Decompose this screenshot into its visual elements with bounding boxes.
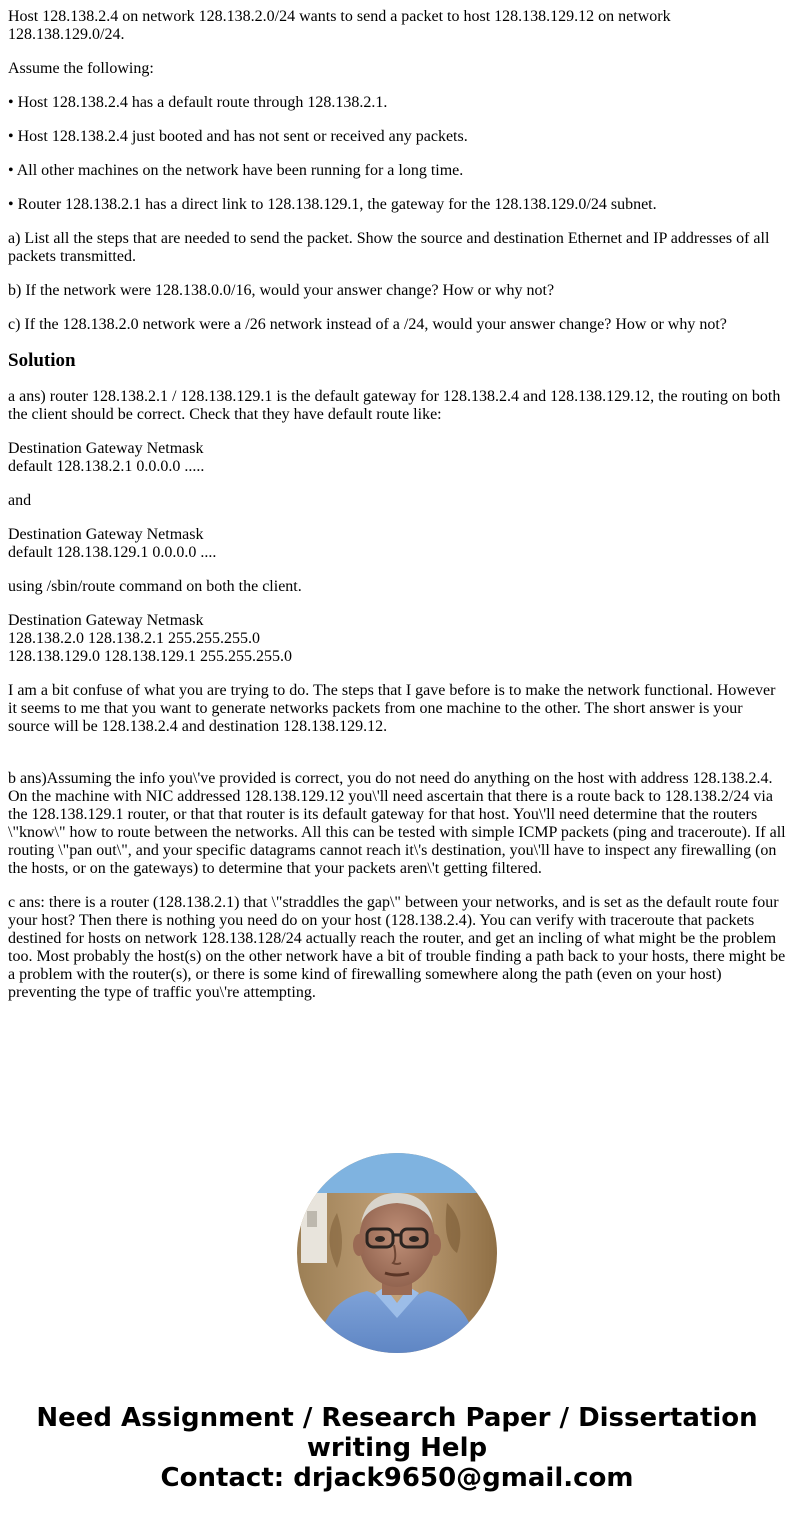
assumption-item: • All other machines on the network have been running for a long time. [8, 162, 464, 179]
assumption-item: • Router 128.138.2.1 has a direct link to 128.138.129.1, the gateway for the 128.138.129.0/24 subnet. [8, 196, 657, 213]
route-table-row: default 128.138.129.1 0.0.0.0 .... [8, 544, 217, 561]
assumption-item: • Host 128.138.2.4 has a default route through 128.138.2.1. [8, 94, 388, 111]
promo-line: writing Help [306, 1433, 488, 1463]
route-table-row: default 128.138.2.1 0.0.0.0 ..... [8, 458, 205, 475]
route-table-3 [8, 612, 788, 666]
solution-heading: Solution [8, 350, 76, 371]
route-table-header: Destination Gateway Netmask [8, 612, 204, 629]
document-body [8, 8, 788, 1018]
promo-banner [0, 1403, 794, 1493]
question-intro: Host 128.138.2.4 on network 128.138.2.0/24 wants to send a packet to host 128.138.129.12 on network 128.138.129.0/24. [8, 8, 671, 43]
route-table-2 [8, 526, 788, 562]
question-part-b: b) If the network were 128.138.0.0/16, would your answer change? How or why not? [8, 282, 555, 299]
and-text: and [8, 492, 32, 509]
answer-a-intro: a ans) router 128.138.2.1 / 128.138.129.1 is the default gateway for 128.138.2.4 and 128.138.129.12, the routing on both the client should be correct. Check that they have default route like: [8, 388, 781, 423]
route-table-header: Destination Gateway Netmask [8, 440, 204, 457]
route-table-row: 128.138.2.0 128.138.2.1 255.255.255.0 [8, 630, 260, 647]
assumption-item: • Host 128.138.2.4 just booted and has not sent or received any packets. [8, 128, 468, 145]
spacer [8, 752, 788, 770]
route-table-row: 128.138.129.0 128.138.129.1 255.255.255.0 [8, 648, 292, 665]
answer-a-conclusion: I am a bit confuse of what you are trying to do. The steps that I gave before is to make the network functional. However it seems to me that you want to generate networks packets from one machine to the other. The short answer is your source will be 128.138.2.4 and destination 128.138.129.12. [8, 682, 776, 735]
question-part-a: a) List all the steps that are needed to send the packet. Show the source and destination Ethernet and IP addresses of all packets transmitted. [8, 230, 770, 265]
author-portrait-image [297, 1153, 497, 1353]
assumptions-label: Assume the following: [8, 60, 154, 77]
promo-line: Need Assignment / Research Paper / Dissertation [36, 1403, 758, 1433]
route-table-header: Destination Gateway Netmask [8, 526, 204, 543]
promo-contact: Contact: drjack9650@gmail.com [160, 1463, 634, 1493]
answer-c: c ans: there is a router (128.138.2.1) that \"straddles the gap\" between your networks, and is set as the default route four your host? Then there is nothing you need do on your host (128.138.2.4). You can verify with traceroute that packets destined for hosts on network 128.138.128/24 actually reach the router, and get an incling of what might be the problem too. Most probably the host(s) on the other network have a bit of trouble finding a path back to your hosts, there might be a problem with the router(s), or there is some kind of firewalling somewhere along the path (even on your host) preventing the type of traffic you\'re attempting. [8, 894, 786, 1001]
author-avatar [297, 1153, 497, 1353]
route-table-1 [8, 440, 788, 476]
answer-b: b ans)Assuming the info you\'ve provided is correct, you do not need do anything on the host with address 128.138.2.4. On the machine with NIC addressed 128.138.129.12 you\'ll need ascertain that there is a route back to 128.138.2/24 via the 128.138.129.1 router, or that that router is its default gateway for that host. You\'ll need determine that the routers \"know\" how to route between the networks. All this can be tested with simple ICMP packets (ping and traceroute). If all routing \"pan out\", and your specific datagrams cannot reach it\'s destination, you\'ll have to inspect any firewalling (on the hosts, or on the gateways) to determine that your packets aren\'t getting filtered. [8, 770, 786, 877]
route-command-note: using /sbin/route command on both the client. [8, 578, 302, 595]
question-part-c: c) If the 128.138.2.0 network were a /26 network instead of a /24, would your answer change? How or why not? [8, 316, 727, 333]
